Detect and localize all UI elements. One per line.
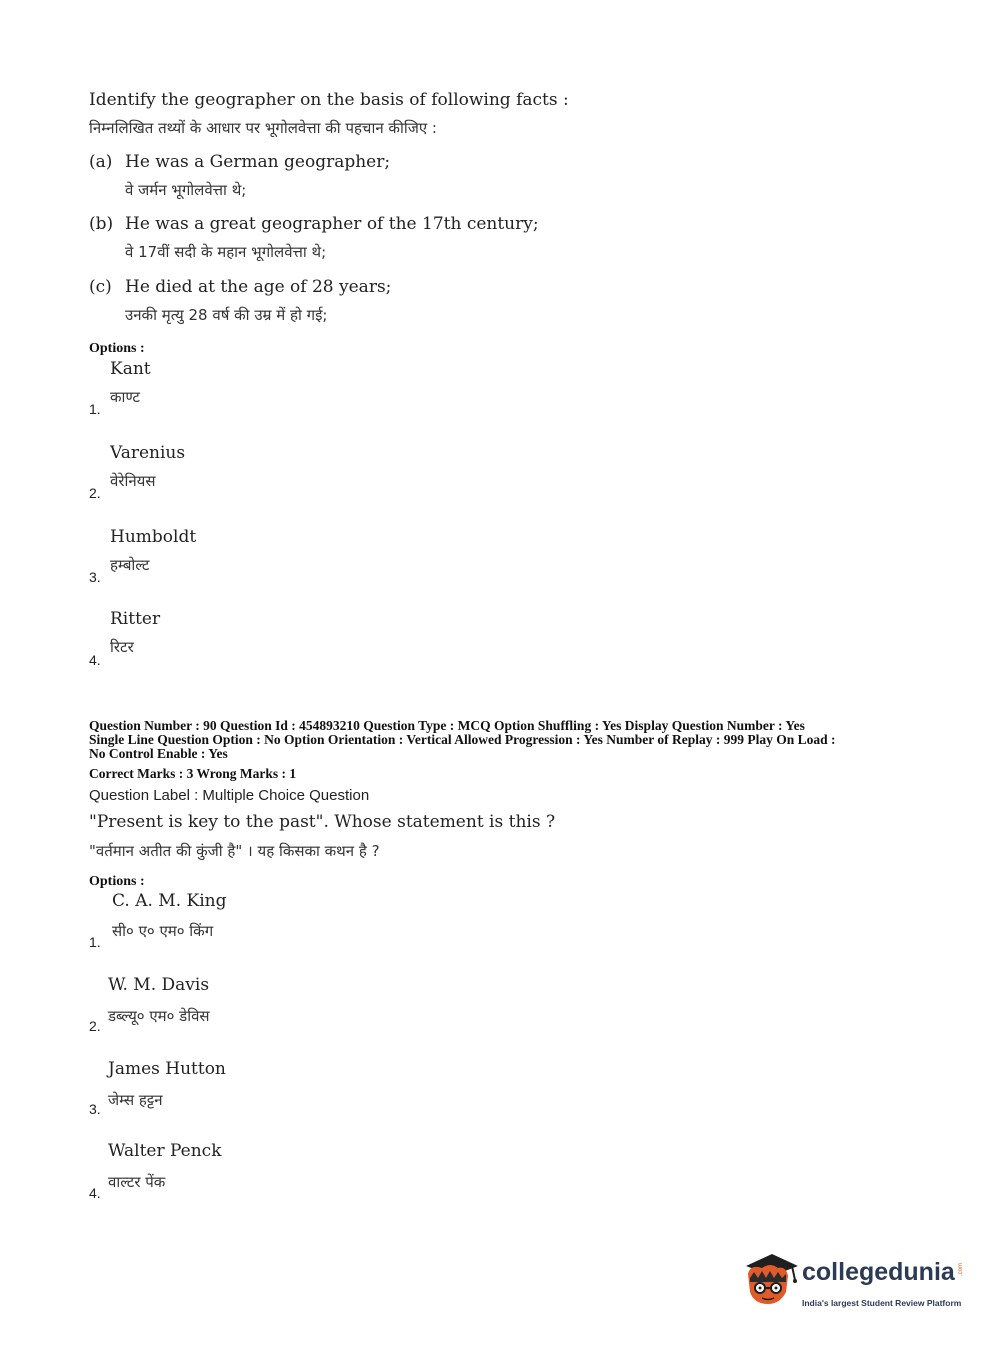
q90-question-text-hi: "वर्तमान अतीत की कुंजी है" । यह किसका कथन है ? bbox=[89, 842, 380, 860]
q90-option-3-number: 3. bbox=[89, 1101, 101, 1117]
option-3-hi: हम्बोल्ट bbox=[110, 556, 150, 574]
question-marks: Correct Marks : 3 Wrong Marks : 1 bbox=[89, 766, 297, 781]
q90-option-4-en: Walter Penck bbox=[108, 1141, 222, 1161]
question-text-hi: निम्नलिखित तथ्यों के आधार पर भूगोलवेत्ता की पहचान कीजिए : bbox=[89, 119, 437, 137]
collegedunia-logo bbox=[740, 1248, 970, 1312]
option-1-en: Kant bbox=[110, 359, 151, 379]
fact-c-en: He died at the age of 28 years; bbox=[125, 277, 392, 297]
fact-a-label: (a) bbox=[89, 152, 113, 172]
q90-option-2-hi: डब्ल्यू० एम० डेविस bbox=[108, 1007, 210, 1025]
fact-c-label: (c) bbox=[89, 277, 112, 297]
option-1-hi: काण्ट bbox=[110, 388, 140, 406]
option-2-number: 2. bbox=[89, 485, 101, 501]
question-meta-line-2: Single Line Question Option : No Option Orientation : Vertical Allowed Progression : Yes Number of Replay : 999 Play On Load : bbox=[89, 732, 836, 747]
option-1-number: 1. bbox=[89, 401, 101, 417]
question-meta-line-3: No Control Enable : Yes bbox=[89, 746, 228, 761]
mascot-icon bbox=[740, 1248, 800, 1312]
q90-option-1-number: 1. bbox=[89, 934, 101, 950]
logo-tagline: India's largest Student Review Platform bbox=[802, 1298, 962, 1308]
fact-b-en: He was a great geographer of the 17th century; bbox=[125, 214, 539, 234]
q90-question-text-en: "Present is key to the past". Whose statement is this ? bbox=[89, 812, 556, 832]
q90-option-4-hi: वाल्टर पेंक bbox=[108, 1173, 166, 1191]
option-2-hi: वेरेनियस bbox=[110, 472, 156, 490]
question-label: Question Label : Multiple Choice Question bbox=[89, 787, 370, 804]
option-3-en: Humboldt bbox=[110, 527, 197, 547]
question-meta-line-1: Question Number : 90 Question Id : 454893210 Question Type : MCQ Option Shuffling : Yes Display Question Number : Yes bbox=[89, 718, 805, 733]
options-heading: Options : bbox=[89, 341, 145, 356]
fact-a-hi: वे जर्मन भूगोलवेत्ता थे; bbox=[125, 181, 247, 199]
fact-b-label: (b) bbox=[89, 214, 114, 234]
option-2-en: Varenius bbox=[110, 443, 186, 463]
option-4-number: 4. bbox=[89, 652, 101, 668]
q90-option-3-hi: जेम्स हट्टन bbox=[108, 1091, 163, 1109]
logo-wordmark: collegedunia bbox=[802, 1258, 955, 1286]
logo-suffix: .com bbox=[958, 1262, 964, 1276]
q90-option-2-en: W. M. Davis bbox=[108, 975, 210, 995]
fact-b-hi: वे 17वीं सदी के महान भूगोलवेत्ता थे; bbox=[125, 243, 327, 261]
fact-c-hi: उनकी मृत्यु 28 वर्ष की उम्र में हो गई; bbox=[125, 306, 328, 324]
option-4-hi: रिटर bbox=[110, 638, 134, 656]
q90-options-heading: Options : bbox=[89, 874, 145, 889]
q90-option-4-number: 4. bbox=[89, 1185, 101, 1201]
question-text-en: Identify the geographer on the basis of following facts : bbox=[89, 90, 569, 110]
q90-option-1-hi: सी० ए० एम० किंग bbox=[112, 922, 214, 940]
fact-a-en: He was a German geographer; bbox=[125, 152, 391, 172]
q90-option-3-en: James Hutton bbox=[108, 1059, 226, 1079]
q90-option-1-en: C. A. M. King bbox=[112, 891, 227, 911]
option-3-number: 3. bbox=[89, 569, 101, 585]
option-4-en: Ritter bbox=[110, 609, 161, 629]
q90-option-2-number: 2. bbox=[89, 1018, 101, 1034]
